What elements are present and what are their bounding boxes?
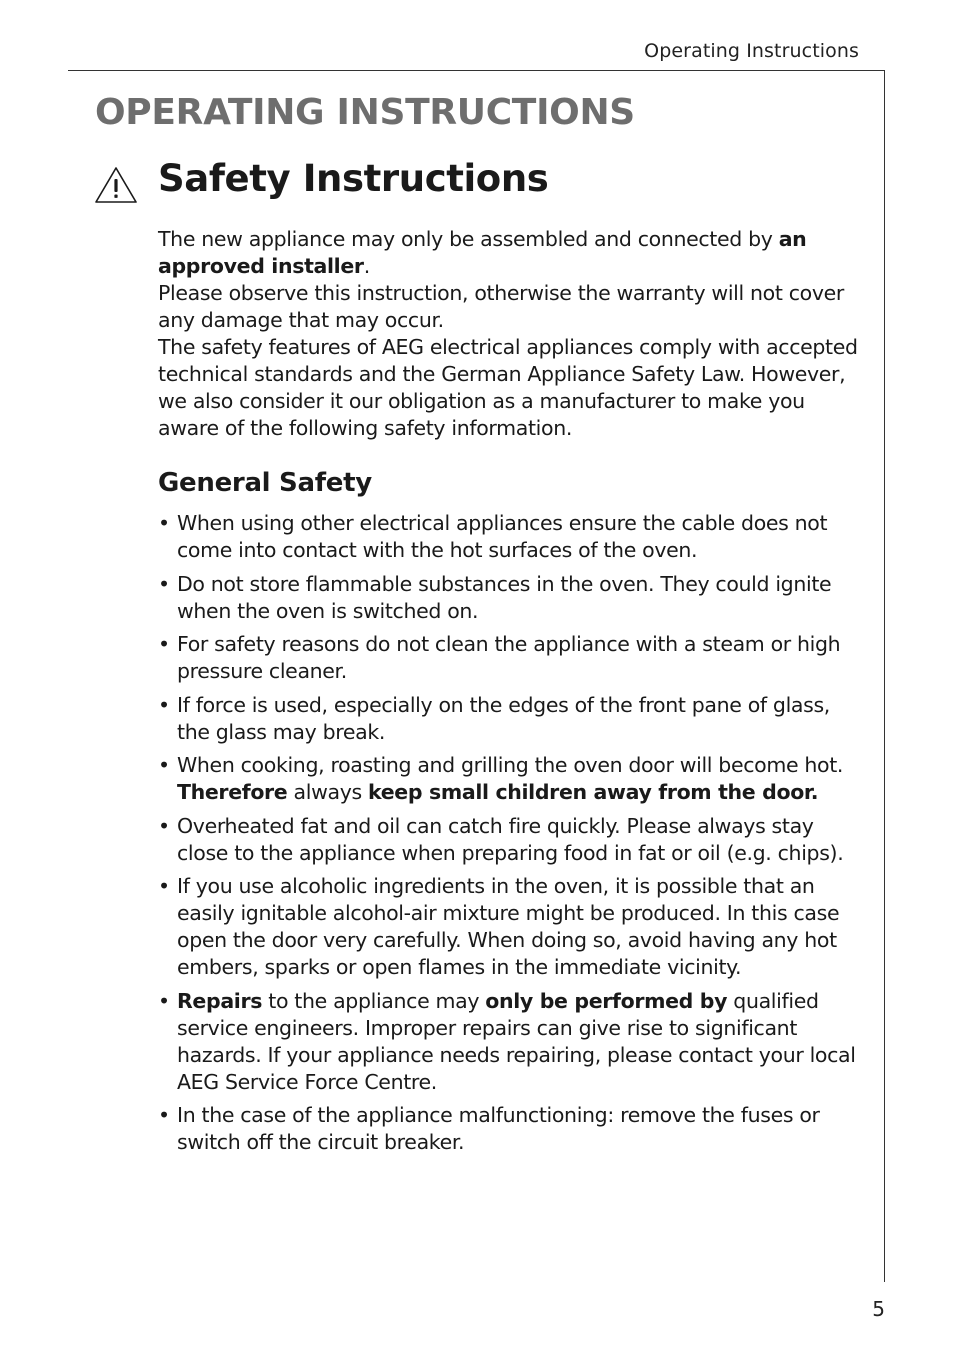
intro-paragraph-safety-features: The safety features of AEG electrical appliances comply with accepted technical standards and the German Appliance Safety Law. However, we also consider it our obligation as a manufacturer to make you aware of the following safety information. (158, 335, 858, 440)
intro-paragraph-installer: The new appliance may only be assembled and connected by an approved installer. (158, 227, 807, 278)
list-item: • Overheated fat and oil can catch fire quickly. Please always stay close to the appliance when preparing food in fat or oil (e.g. chips). (158, 813, 844, 865)
list-item: • For safety reasons do not clean the appliance with a steam or high pressure cleaner. (158, 632, 841, 683)
running-header: Operating Instructions (644, 40, 859, 62)
list-item: • When using other electrical appliances ensure the cable does not come into contact with the hot surfaces of the oven. (158, 511, 828, 562)
subsection-title-general-safety: General Safety (158, 468, 372, 498)
bullet-icon: • (158, 753, 170, 777)
emphasis-approved-installer: an approved installer (158, 227, 807, 278)
list-item: • Do not store flammable substances in the oven. They could ignite when the oven is switched on. (158, 571, 832, 623)
bullet-icon: • (158, 1103, 170, 1127)
bullet-icon: • (158, 988, 170, 1013)
right-margin-rule (884, 70, 885, 1282)
intro-paragraph-warranty: Please observe this instruction, otherwise the warranty will not cover any damage that may occur. (158, 281, 844, 332)
bullet-icon: • (158, 571, 170, 596)
section-title: Safety Instructions (158, 157, 549, 200)
bullet-icon: • (158, 511, 170, 535)
header-rule (68, 70, 885, 71)
list-item: • Repairs to the appliance may only be performed by qualified service engineers. Improper repairs can give rise to significant hazards. If your appliance needs repairing, please contact your local AEG Service Force Centre. (158, 988, 856, 1094)
list-item: • If you use alcoholic ingredients in the oven, it is possible that an easily ignitable alcohol-air mixture might be produced. In this case open the door very carefully. When doing so, avoid having any hot embers, sparks or open flames in the immediate vicinity. (158, 874, 840, 979)
page-number: 5 (872, 1297, 885, 1321)
content-body (158, 226, 858, 1163)
list-item: • If force is used, especially on the edges of the front pane of glass, the glass may break. (158, 692, 830, 744)
bullet-icon: • (158, 813, 170, 838)
list-item: • When cooking, roasting and grilling the oven door will become hot. Therefore always keep small children away from the door. (158, 753, 844, 804)
general-safety-list (158, 510, 858, 1156)
bullet-icon: • (158, 692, 170, 717)
list-item: • In the case of the appliance malfunctioning: remove the fuses or switch off the circuit breaker. (158, 1103, 820, 1154)
bullet-icon: • (158, 874, 170, 898)
bullet-icon: • (158, 632, 170, 656)
warning-triangle-icon (94, 166, 138, 204)
chapter-title: OPERATING INSTRUCTIONS (95, 92, 635, 133)
